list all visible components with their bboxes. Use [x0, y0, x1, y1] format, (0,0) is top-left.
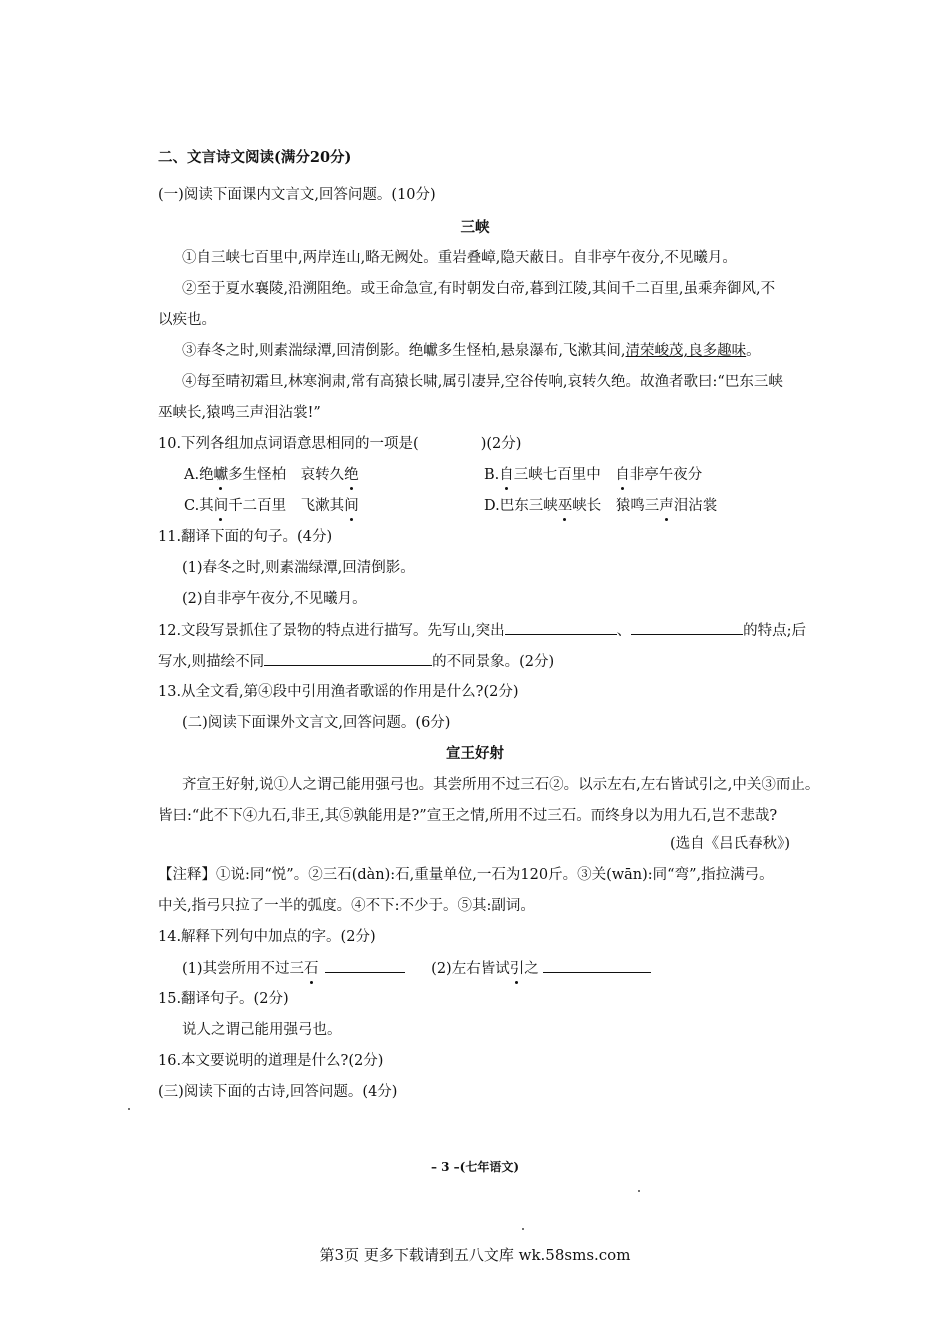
question-11-sentence-1: (1)春冬之时,则素湍绿潭,回清倒影。: [182, 560, 415, 576]
question-14-items: (1)其尝所用不过三石 (2)左右皆试引之: [182, 958, 651, 979]
underlined-phrase: 清荣峻茂,良多趣味: [625, 343, 747, 359]
question-12-text-a: 12.文段写景抓住了景物的特点进行描写。先写山,突出: [158, 623, 505, 639]
question-10-stem: [158, 434, 521, 454]
answer-blank-14-2: [543, 958, 651, 973]
part2-header: (二)阅读下面课外文言文,回答问题。(6分): [182, 715, 451, 731]
sanxia-paragraph-1: ①自三峡七百里中,两岸连山,略无阙处。重岩叠嶂,隐天蔽日。自非亭午夜分,不见曦月。: [182, 250, 737, 266]
question-11-stem: 11.翻译下面的句子。(4分): [158, 529, 333, 545]
sanxia-paragraph-3-text: ③春冬之时,则素湍绿潭,回清倒影。绝巘多生怪柏,悬泉瀑布,飞漱其间,: [182, 343, 626, 359]
section-title: 二、文言诗文阅读(满分20分): [158, 149, 352, 166]
part1-header: (一)阅读下面课内文言文,回答问题。(10分): [158, 187, 436, 203]
question-15-stem: 15.翻译句子。(2分): [158, 991, 289, 1007]
footer-text: 第3页 更多下载请到五八文库 wk.58sms.com: [319, 1246, 631, 1264]
sanxia-paragraph-3: [182, 341, 761, 361]
sanxia-paragraph-2-line-2: 以疾也。: [158, 312, 216, 328]
sanxia-paragraph-4-line-2: 巫峡长,猿鸣三声泪沾裳!”: [158, 405, 321, 421]
option-d: D.巴东三峡巫峡长 猿鸣三声泪沾裳: [484, 498, 718, 514]
passage-source: (选自《吕氏春秋》): [670, 836, 791, 852]
question-11-sentence-2: (2)自非亭午夜分,不见曦月。: [182, 591, 367, 607]
question-12-text-b: 、: [616, 623, 632, 639]
question-12-line-1: [158, 620, 806, 641]
question-16: 16.本文要说明的道理是什么?(2分): [158, 1053, 384, 1069]
annotation-line-2: 中关,指弓只拉了一半的弧度。④不下:不少于。⑤其:副词。: [158, 898, 535, 914]
answer-blank-1: [505, 620, 617, 635]
scan-speck: [128, 1108, 130, 1110]
question-12-line-2: [158, 651, 554, 672]
xuanwang-line-2: 皆曰:“此不下④九石,非王,其⑤孰能用是?”宣王之情,所用不过三石。而终身以为用九石,岂不悲哉?: [158, 808, 778, 824]
annotation-line-1: 【注释】①说:同“悦”。②三石(dàn):石,重量单位,一石为120斤。③关(wān):同“弯”,指拉满弓。: [158, 867, 774, 883]
sanxia-paragraph-4-line-1: ④每至晴初霜旦,林寒涧肃,常有高猿长啸,属引凄异,空谷传响,哀转久绝。故渔者歌曰:“巴东三峡: [182, 374, 783, 390]
question-12-text-e: 的不同景象。(2分): [432, 654, 555, 670]
page-number: – 3 –(七年语文): [430, 1160, 520, 1174]
answer-blank-2: [631, 620, 743, 635]
option-a: A.绝巘多生怪柏 哀转久绝: [184, 467, 359, 483]
question-10-score: )(2分): [480, 436, 522, 452]
part3-header: (三)阅读下面的古诗,回答问题。(4分): [158, 1084, 398, 1100]
passage-title-xuanwang: 宣王好射: [446, 745, 504, 762]
sanxia-paragraph-3-end: 。: [746, 343, 761, 359]
sanxia-paragraph-2-line-1: ②至于夏水襄陵,沿溯阻绝。或王命急宣,有时朝发白帝,暮到江陵,其间千二百里,虽乘奔御风,不: [182, 281, 776, 297]
answer-blank-3: [264, 651, 432, 666]
question-10-stem-text: 10.下列各组加点词语意思相同的一项是(: [158, 436, 419, 452]
question-14-stem: 14.解释下列句中加点的字。(2分): [158, 929, 376, 945]
passage-title-sanxia: 三峡: [460, 219, 490, 236]
question-15-sentence: 说人之谓己能用强弓也。: [182, 1022, 342, 1038]
scan-speck: [522, 1228, 524, 1230]
question-12-text-d: 写水,则描绘不同: [158, 654, 265, 670]
option-c: C.其间千二百里 飞漱其间: [184, 498, 359, 514]
scan-speck: [638, 1190, 640, 1192]
option-b: B.自三峡七百里中 自非亭午夜分: [484, 467, 703, 483]
xuanwang-line-1: 齐宣王好射,说①人之谓己能用强弓也。其尝所用不过三石②。以示左右,左右皆试引之,中关③而止。: [182, 777, 820, 793]
answer-blank-14-1: [325, 958, 405, 973]
question-13: 13.从全文看,第④段中引用渔者歌谣的作用是什么?(2分): [158, 684, 519, 700]
question-12-text-c: 的特点;后: [743, 623, 807, 639]
